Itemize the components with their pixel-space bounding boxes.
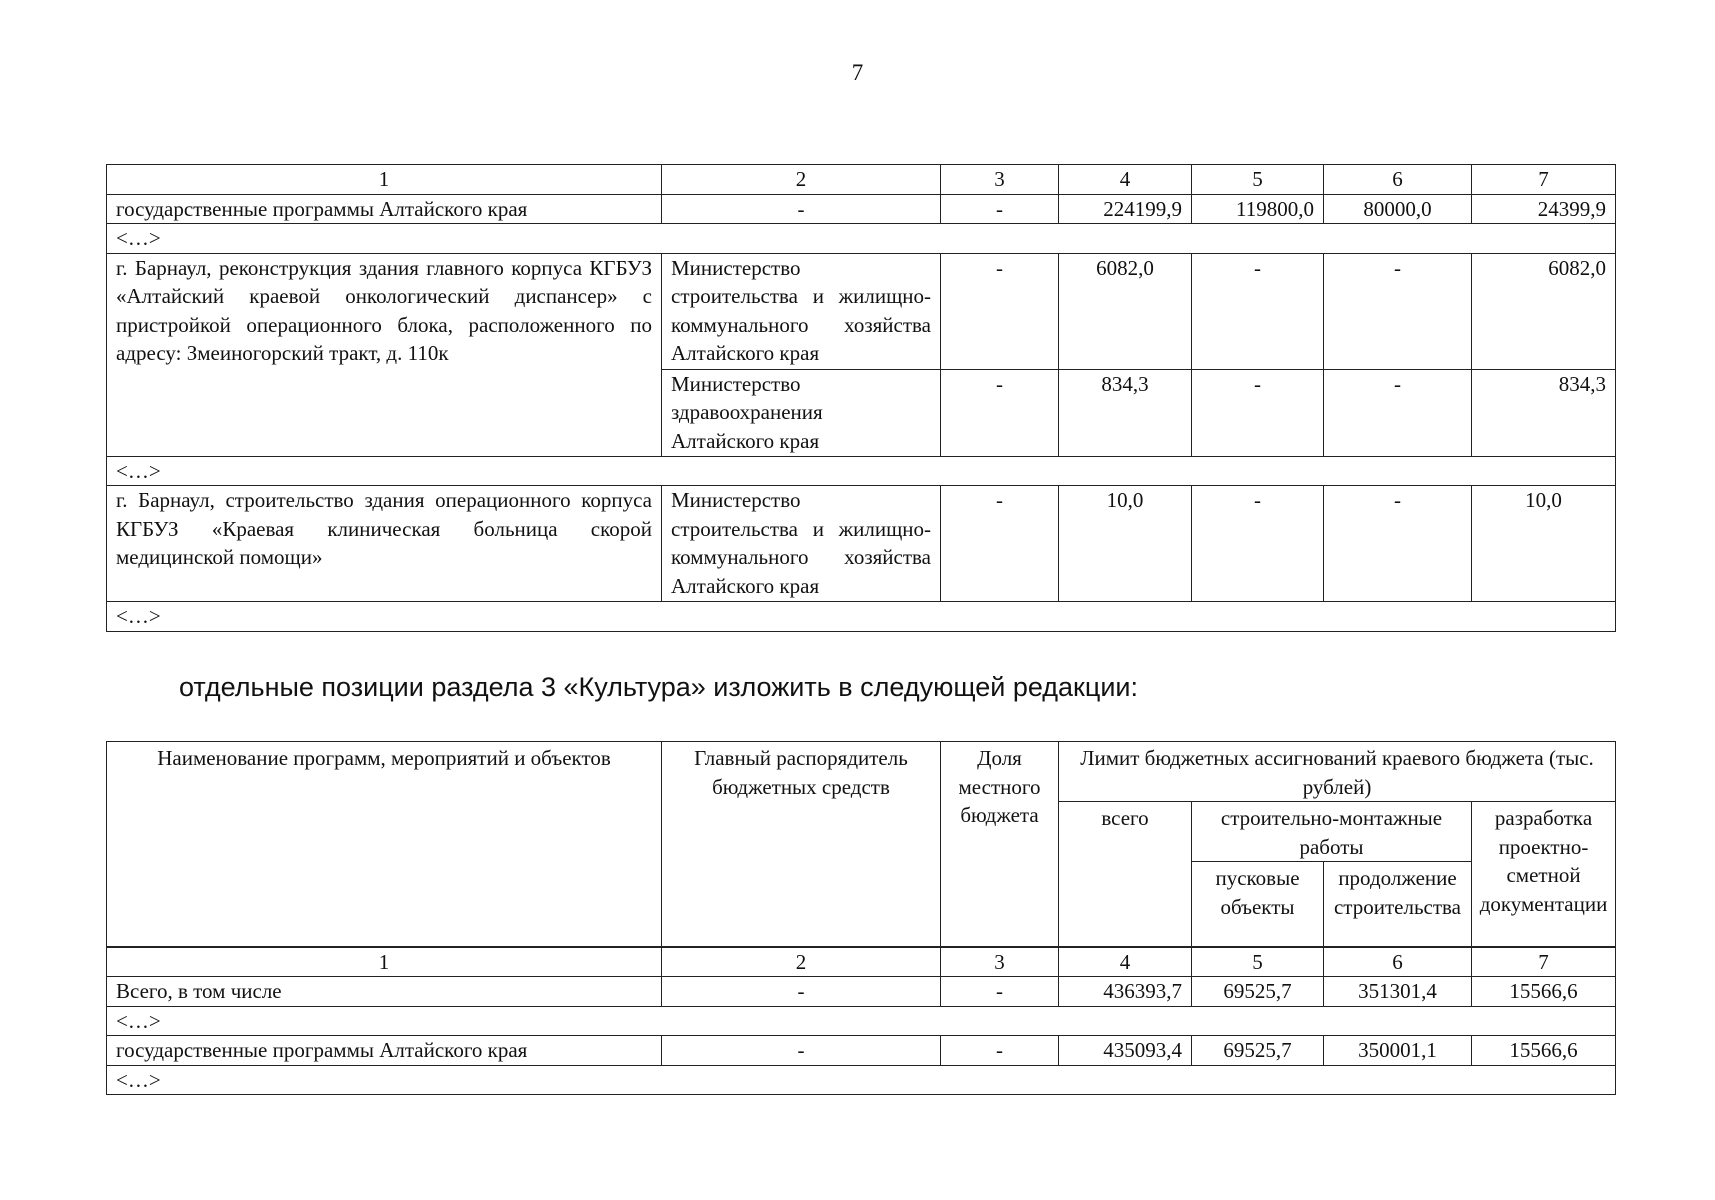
ellipsis: <…> bbox=[107, 602, 1616, 632]
section-lead-text: отдельные позиции раздела 3 «Культура» изложить в следующей редакции: bbox=[179, 672, 1139, 702]
header-local-share: Доля местного бюджета bbox=[941, 742, 1059, 947]
manager-cell: Министерство строительства и жилищно-коммунального хозяйства Алтайского края bbox=[662, 486, 941, 602]
ellipsis-row bbox=[107, 224, 1616, 254]
col-num-4: 4 bbox=[1059, 165, 1192, 195]
cell: 6082,0 bbox=[1472, 253, 1616, 369]
cell: 351301,4 bbox=[1324, 977, 1472, 1007]
cell: - bbox=[662, 977, 941, 1007]
table-row bbox=[107, 253, 1616, 369]
cell: 436393,7 bbox=[1059, 977, 1192, 1007]
table-row bbox=[107, 486, 1616, 602]
header-continuation: продолжение строительства bbox=[1324, 862, 1472, 947]
cell: 6082,0 bbox=[1059, 253, 1192, 369]
col-num-5: 5 bbox=[1192, 165, 1324, 195]
header-row-1 bbox=[107, 742, 1616, 802]
cell: 24399,9 bbox=[1472, 194, 1616, 224]
col-num-3: 3 bbox=[941, 165, 1059, 195]
ellipsis-row bbox=[107, 456, 1616, 486]
cell: 69525,7 bbox=[1192, 977, 1324, 1007]
cell: 10,0 bbox=[1059, 486, 1192, 602]
ellipsis: <…> bbox=[107, 456, 1616, 486]
col-num-6: 6 bbox=[1324, 947, 1472, 977]
row-name: г. Барнаул, строительство здания операционного корпуса КГБУЗ «Краевая клиническая больница скорой медицинской помощи» bbox=[107, 486, 662, 602]
column-number-row bbox=[107, 947, 1616, 977]
cell: - bbox=[941, 194, 1059, 224]
culture-objects-table bbox=[106, 741, 1616, 1095]
header-manager: Главный распорядитель бюджетных средств bbox=[662, 742, 941, 947]
cell: 15566,6 bbox=[1472, 1036, 1616, 1066]
row-name: государственные программы Алтайского края bbox=[107, 1036, 662, 1066]
cell: - bbox=[941, 369, 1059, 456]
col-num-1: 1 bbox=[107, 165, 662, 195]
col-num-3: 3 bbox=[941, 947, 1059, 977]
col-num-2: 2 bbox=[662, 165, 941, 195]
col-num-1: 1 bbox=[107, 947, 662, 977]
cell: - bbox=[941, 977, 1059, 1007]
row-name: г. Барнаул, реконструкция здания главного корпуса КГБУЗ «Алтайский краевой онкологический диспансер» с пристройкой операционного блока, расположенного по адресу: Змеиногорский тракт, д. 110к bbox=[107, 253, 662, 456]
cell: 10,0 bbox=[1472, 486, 1616, 602]
cell: 834,3 bbox=[1472, 369, 1616, 456]
cell: 834,3 bbox=[1059, 369, 1192, 456]
header-name: Наименование программ, мероприятий и объектов bbox=[107, 742, 662, 947]
row-name: Всего, в том числе bbox=[107, 977, 662, 1007]
cell: - bbox=[941, 486, 1059, 602]
header-launch: пусковые объекты bbox=[1192, 862, 1324, 947]
ellipsis-row bbox=[107, 1006, 1616, 1036]
cell: - bbox=[1192, 253, 1324, 369]
column-number-row bbox=[107, 165, 1616, 195]
table-row bbox=[107, 194, 1616, 224]
ellipsis: <…> bbox=[107, 1006, 1616, 1036]
col-num-6: 6 bbox=[1324, 165, 1472, 195]
health-objects-table bbox=[106, 164, 1616, 632]
cell: - bbox=[1192, 369, 1324, 456]
ellipsis-row bbox=[107, 602, 1616, 632]
cell: - bbox=[941, 253, 1059, 369]
cell: 435093,4 bbox=[1059, 1036, 1192, 1066]
col-num-5: 5 bbox=[1192, 947, 1324, 977]
cell: - bbox=[1324, 369, 1472, 456]
header-limit: Лимит бюджетных ассигнований краевого бюджета (тыс. рублей) bbox=[1059, 742, 1616, 802]
cell: - bbox=[941, 1036, 1059, 1066]
ellipsis-row bbox=[107, 1065, 1616, 1095]
ellipsis: <…> bbox=[107, 224, 1616, 254]
cell: 224199,9 bbox=[1059, 194, 1192, 224]
cell: 80000,0 bbox=[1324, 194, 1472, 224]
cell: - bbox=[662, 194, 941, 224]
row-name: государственные программы Алтайского края bbox=[107, 194, 662, 224]
cell: 119800,0 bbox=[1192, 194, 1324, 224]
manager-cell: Министерство строительства и жилищно-коммунального хозяйства Алтайского края bbox=[662, 253, 941, 369]
col-num-4: 4 bbox=[1059, 947, 1192, 977]
col-num-7: 7 bbox=[1472, 165, 1616, 195]
cell: 15566,6 bbox=[1472, 977, 1616, 1007]
header-construction: строительно-монтажные работы bbox=[1192, 802, 1472, 862]
cell: - bbox=[1324, 253, 1472, 369]
page-number: 7 bbox=[851, 60, 864, 85]
header-design: разработка проектно-сметной документации bbox=[1472, 802, 1616, 947]
cell: - bbox=[1192, 486, 1324, 602]
manager-cell: Министерство здравоохранения Алтайского края bbox=[662, 369, 941, 456]
cell: 69525,7 bbox=[1192, 1036, 1324, 1066]
table-row bbox=[107, 977, 1616, 1007]
table-row bbox=[107, 1036, 1616, 1066]
cell: - bbox=[1324, 486, 1472, 602]
col-num-2: 2 bbox=[662, 947, 941, 977]
cell: 350001,1 bbox=[1324, 1036, 1472, 1066]
header-total: всего bbox=[1059, 802, 1192, 947]
cell: - bbox=[662, 1036, 941, 1066]
ellipsis: <…> bbox=[107, 1065, 1616, 1095]
col-num-7: 7 bbox=[1472, 947, 1616, 977]
